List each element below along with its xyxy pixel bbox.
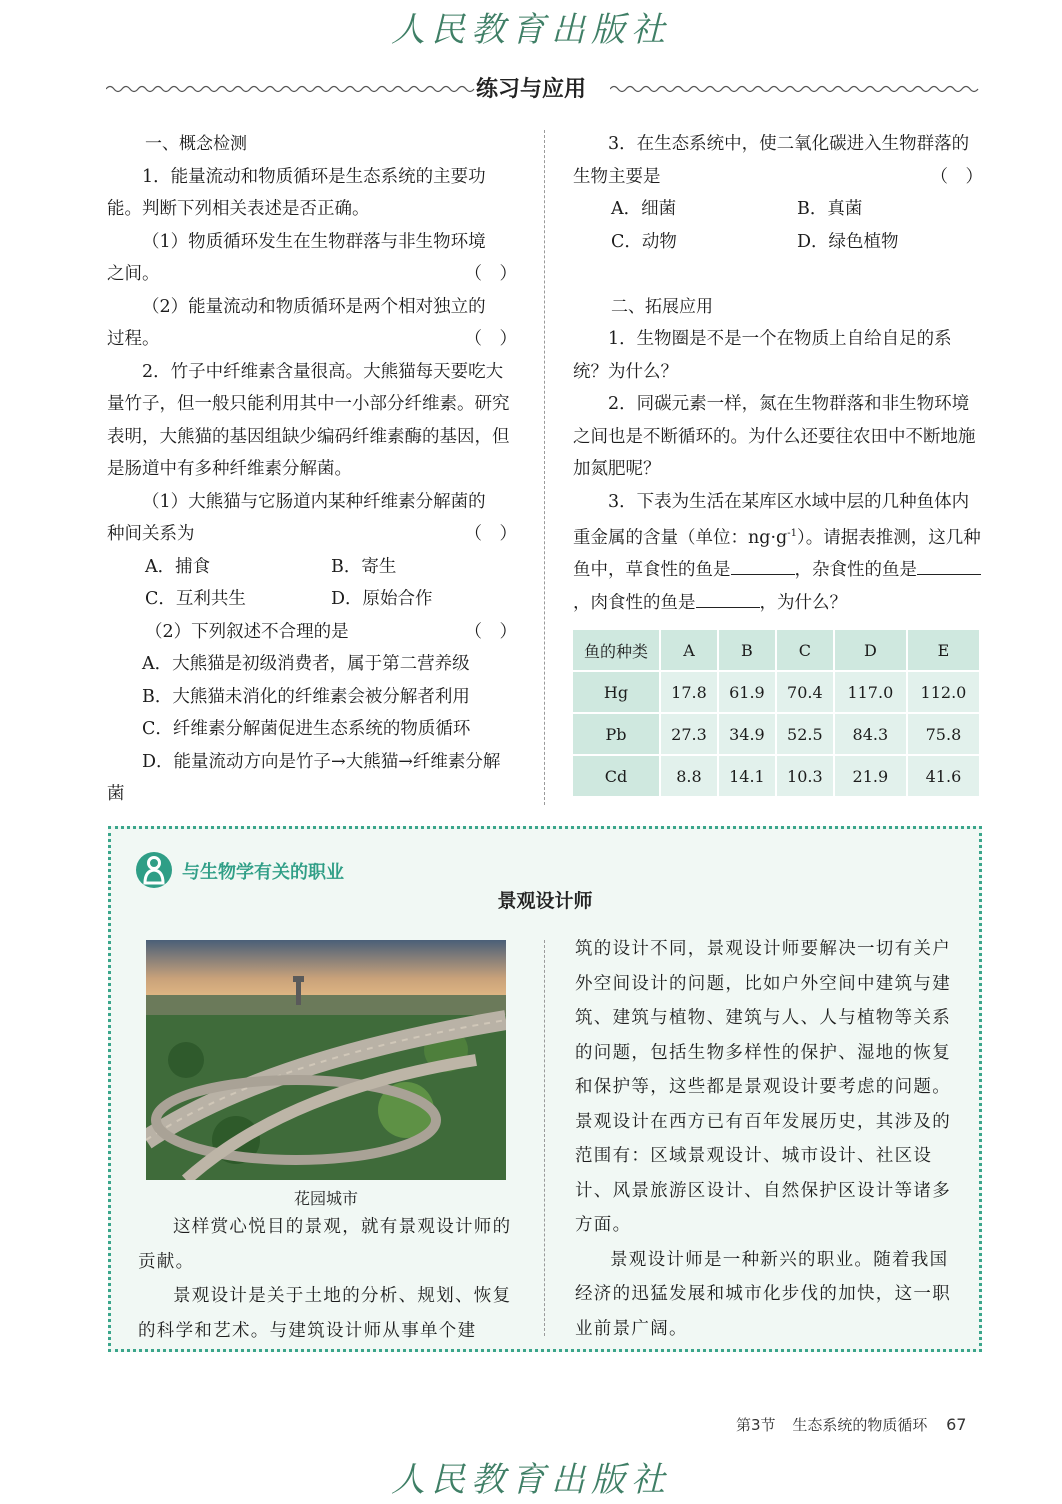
ext-q3-text: ，杂食性的鱼是 <box>794 560 917 581</box>
table-header-cell: D <box>835 630 906 670</box>
garden-city-photo <box>146 940 506 1180</box>
unit-exponent: -1 <box>787 528 797 539</box>
option-a: A．捕食 <box>145 556 211 577</box>
q3-options-row2 <box>573 226 983 259</box>
q3-options-row1 <box>573 193 983 226</box>
table-cell: 70.4 <box>777 672 833 712</box>
ext-q2: 2．同碳元素一样，氮在生物群落和非生物环境之间也是不断循环的。为什么还要往农田中不断地施加氮肥呢？ <box>573 394 976 479</box>
q1-1-line <box>107 258 517 291</box>
q2-1-text: （1）大熊猫与它肠道内某种纤维素分解菌的 <box>142 491 486 512</box>
right-column <box>573 128 983 619</box>
table-cell: 52.5 <box>777 714 833 754</box>
option-a: A．细菌 <box>611 199 677 219</box>
q1-1-text-end: 之间。 <box>107 264 160 284</box>
q2-1-line <box>107 518 517 551</box>
table-row <box>573 672 979 712</box>
table-cell: 61.9 <box>719 672 775 712</box>
table-cell: 75.8 <box>908 714 979 754</box>
table-cell: 112.0 <box>908 672 979 712</box>
table-header-cell: 鱼的种类 <box>573 630 659 670</box>
q2-2-option-d: D．能量流动方向是竹子→大熊猫→纤维素分解菌 <box>107 751 501 804</box>
table-header-cell: E <box>908 630 979 670</box>
q2-2-option-c: C．纤维素分解菌促进生态系统的物质循环 <box>142 719 471 739</box>
ext-q3 <box>573 486 983 620</box>
option-d: D．原始合作 <box>331 589 433 609</box>
table-cell: Hg <box>573 672 659 712</box>
option-c: C．互利共生 <box>145 589 246 609</box>
table-cell: 27.3 <box>661 714 717 754</box>
table-cell: 34.9 <box>719 714 775 754</box>
footer-section: 第3节 <box>736 1416 776 1434</box>
heavy-metal-table <box>571 628 981 798</box>
q2-2-option-b: B．大熊猫未消化的纤维素会被分解者利用 <box>142 686 470 707</box>
publisher-logo-bottom: 人民教育出版社 <box>391 1460 671 1500</box>
table-cell: 17.8 <box>661 672 717 712</box>
q1-2-line <box>107 323 517 356</box>
section-title: 练习与应用 <box>475 77 586 102</box>
option-b: B．寄生 <box>331 556 397 577</box>
career-paragraph: 这样赏心悦目的景观，就有景观设计师的贡献。 <box>138 1217 512 1272</box>
option-b: B．真菌 <box>797 199 863 219</box>
table-cell: 41.6 <box>908 756 979 796</box>
q2-2-option-a: A．大熊猫是初级消费者，属于第二营养级 <box>142 654 470 674</box>
table-header-cell: B <box>719 630 775 670</box>
q2-1-text-end: 种间关系为 <box>107 524 195 544</box>
q2-1-options-row2 <box>107 583 517 616</box>
answer-blank <box>917 556 981 575</box>
answer-paren: （ ） <box>464 329 517 349</box>
page-footer <box>736 1414 966 1435</box>
ext-q1: 1．生物圈是不是一个在物质上自给自足的系统？为什么？ <box>573 329 952 382</box>
table-header-cell: C <box>777 630 833 670</box>
ext-q3-text: ，为什么？ <box>759 592 847 613</box>
answer-paren: （ ） <box>464 264 517 284</box>
career-label: 与生物学有关的职业 <box>182 862 344 883</box>
career-right-text <box>575 932 955 1346</box>
table-cell: 14.1 <box>719 756 775 796</box>
career-title: 景观设计师 <box>497 890 593 912</box>
table-cell: 84.3 <box>835 714 906 754</box>
q2-1-options-row1 <box>107 551 517 584</box>
career-column-divider <box>544 940 545 1336</box>
table-cell: Cd <box>573 756 659 796</box>
ext-q3-text: ）。请据表推测，这几种鱼中，草食性的鱼是 <box>573 527 981 581</box>
q3-stem: 3．在生态系统中，使二氧化碳进入生物群落的生物主要是 <box>573 134 970 187</box>
answer-blank <box>696 589 760 608</box>
table-header-row <box>573 630 979 670</box>
table-row <box>573 756 979 796</box>
ext-q3-text: 3．下表为生活在某库区水域中层的几种鱼体内重金属的含量（单位：ng·g <box>573 491 970 548</box>
footer-chapter-title: 生态系统的物质循环 <box>792 1416 928 1434</box>
career-paragraph: 筑的设计不同，景观设计师要解决一切有关户外空间设计的问题，比如户外空间中建筑与建筑、建筑与植物、建筑与人、人与植物等关系的问题，包括生物多样性的保护、湿地的恢复和保护等，这些都是景观设计要考虑的问题。景观设计在西方已有百年发展历史，其涉及的范围有：区域景观设计、城市设计、社区设计、风景旅游区设计、自然保护区设计等诸多方面。 <box>575 939 951 1235</box>
column-divider <box>544 130 545 805</box>
ext-q3-text: ，肉食性的鱼是 <box>573 592 696 613</box>
q2-2-text: （2）下列叙述不合理的是 <box>145 621 349 642</box>
page-number: 67 <box>946 1415 967 1434</box>
publisher-logo-top: 人民教育出版社 <box>391 10 671 50</box>
option-c: C．动物 <box>611 231 677 252</box>
left-column <box>107 128 517 811</box>
q1-1-text: （1）物质循环发生在生物群落与非生物环境 <box>142 231 486 252</box>
career-paragraph: 景观设计是关于土地的分析、规划、恢复的科学和艺术。与建筑设计师从事单个建 <box>138 1286 512 1341</box>
option-d: D．绿色植物 <box>797 231 899 252</box>
table-cell: 8.8 <box>661 756 717 796</box>
answer-paren: （ ） <box>930 166 983 187</box>
q1-stem: 1．能量流动和物质循环是生态系统的主要功能。判断下列相关表述是否正确。 <box>107 166 486 219</box>
career-left-text <box>138 1210 516 1348</box>
answer-paren: （ ） <box>464 524 517 544</box>
person-icon <box>136 852 172 888</box>
q2-stem: 2．竹子中纤维素含量很高。大熊猫每天要吃大量竹子，但一般只能利用其中一小部分纤维素。研究表明，大熊猫的基因组缺少编码纤维素酶的基因，但是肠道中有多种纤维素分解菌。 <box>107 361 510 479</box>
part1-heading: 一、概念检测 <box>145 134 247 154</box>
answer-blank <box>731 556 795 575</box>
table-cell: 10.3 <box>777 756 833 796</box>
table-row <box>573 714 979 754</box>
q1-2-text-end: 过程。 <box>107 329 160 349</box>
table-cell: Pb <box>573 714 659 754</box>
career-paragraph: 景观设计师是一种新兴的职业。随着我国经济的迅猛发展和城市化步伐的加快，这一职业前景广阔。 <box>575 1249 951 1339</box>
q1-2-text: （2）能量流动和物质循环是两个相对独立的 <box>142 296 486 317</box>
table-cell: 117.0 <box>835 672 906 712</box>
wavy-rule-right <box>610 82 982 96</box>
answer-paren: （ ） <box>464 621 517 642</box>
q2-2-line <box>107 616 517 649</box>
part2-heading: 二、拓展应用 <box>611 296 713 317</box>
photo-caption: 花园城市 <box>293 1189 358 1208</box>
table-cell: 21.9 <box>835 756 906 796</box>
table-header-cell: A <box>661 630 717 670</box>
